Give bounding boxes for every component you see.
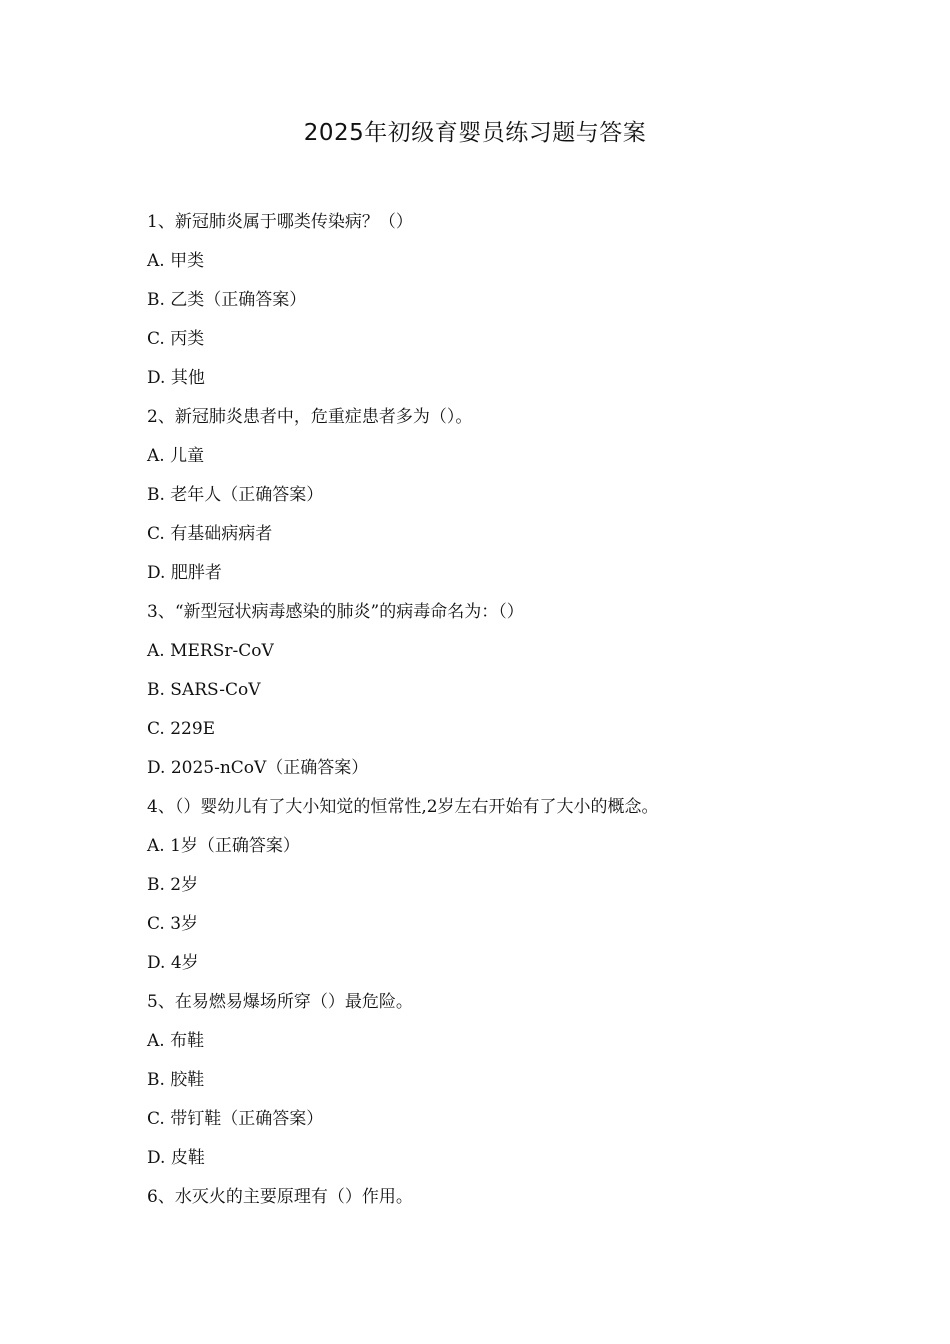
page-title: 2025年初级育婴员练习题与答案 xyxy=(303,120,647,146)
q1-option-d: D. 其他 xyxy=(147,368,205,388)
q5-option-c: C. 带钉鞋（正确答案） xyxy=(147,1109,324,1129)
q2-option-d: D. 肥胖者 xyxy=(147,563,222,583)
question-6: 6、水灭火的主要原理有（）作用。 xyxy=(147,1187,413,1207)
question-list xyxy=(147,203,907,1217)
q5-option-a: A. 布鞋 xyxy=(147,1031,205,1051)
question-1: 1、新冠肺炎属于哪类传染病？（） xyxy=(147,212,413,232)
q1-option-a: A. 甲类 xyxy=(147,251,205,271)
q3-option-c: C. 229E xyxy=(147,719,216,739)
q1-option-b: B. 乙类（正确答案） xyxy=(147,290,307,310)
q4-option-a: A. 1岁（正确答案） xyxy=(147,836,300,856)
q4-option-b: B. 2岁 xyxy=(147,875,199,895)
q4-option-d: D. 4岁 xyxy=(147,953,199,973)
q2-option-a: A. 儿童 xyxy=(147,446,205,466)
q1-option-c: C. 丙类 xyxy=(147,329,205,349)
question-3: 3、“新型冠状病毒感染的肺炎”的病毒命名为：（） xyxy=(147,602,524,622)
question-2: 2、新冠肺炎患者中，危重症患者多为（）。 xyxy=(147,407,473,427)
q3-option-b: B. SARS-CoV xyxy=(147,680,261,700)
q2-option-c: C. 有基础病病者 xyxy=(147,524,273,544)
q3-option-a: A. MERSr-CoV xyxy=(147,641,274,661)
q3-option-d: D. 2025-nCoV（正确答案） xyxy=(147,758,369,778)
question-4: 4、（）婴幼儿有了大小知觉的恒常性,2岁左右开始有了大小的概念。 xyxy=(147,797,659,817)
q2-option-b: B. 老年人（正确答案） xyxy=(147,485,324,505)
q5-option-d: D. 皮鞋 xyxy=(147,1148,205,1168)
q5-option-b: B. 胶鞋 xyxy=(147,1070,205,1090)
q4-option-c: C. 3岁 xyxy=(147,914,199,934)
question-5: 5、在易燃易爆场所穿（）最危险。 xyxy=(147,992,413,1012)
